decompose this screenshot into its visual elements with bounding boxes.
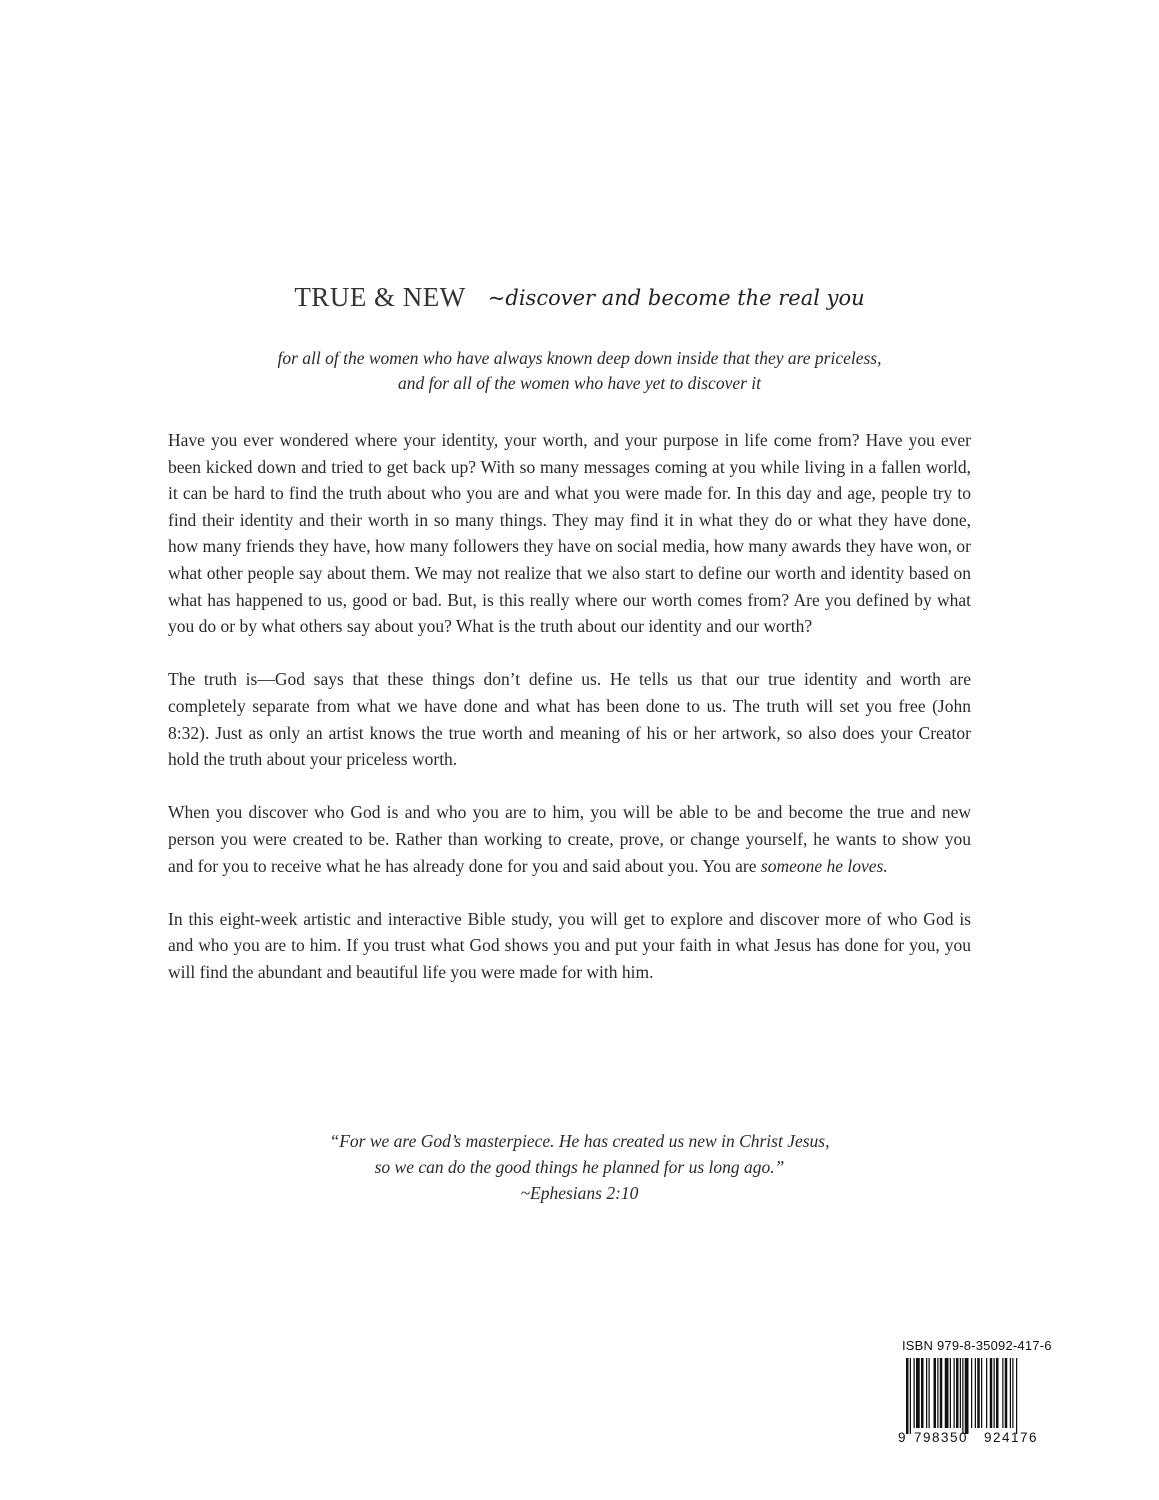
- quote-line-1: “For we are God’s masterpiece. He has created us new in Christ Jesus,: [329, 1131, 830, 1151]
- scripture-quote: [0, 1128, 1159, 1206]
- paragraph-3: [168, 799, 971, 879]
- book-title: TRUE & NEW: [294, 282, 466, 312]
- paragraph-3-text: When you discover who God is and who you are to him, you will be able to be and become the true and new person you were created to be. Rather than working to create, prove, or change yourself, he wants to show you and for you to receive what he has already done for you and said about you. You are: [168, 802, 971, 876]
- paragraph-4: In this eight-week artistic and interactive Bible study, you will get to explore and discover more of who God is and who you are to him. If you trust what God shows you and put your faith in what Jesus has done for you, you will find the abundant and beautiful life you were made for with him.: [168, 908, 971, 982]
- dedication-line-2: and for all of the women who have yet to discover it: [397, 373, 762, 393]
- paragraph-3-emphasis: someone he loves.: [760, 855, 888, 876]
- book-subtitle: ~discover and become the real you: [487, 285, 865, 310]
- quote-citation: ~Ephesians 2:10: [520, 1183, 639, 1203]
- title-row: [0, 282, 1159, 313]
- barcode-digit-first: 9: [898, 1430, 906, 1445]
- barcode-digits-right: 924176: [984, 1430, 1039, 1445]
- body-text: [168, 427, 971, 1012]
- paragraph-2: The truth is—God says that these things don’t define us. He tells us that our true identity and worth are completely separate from what we have done and what has been done to us. The truth will set you free (John 8:32). Just as only an artist knows the true worth and meaning of his or her artwork, so also does your Creator hold the truth about your priceless worth.: [168, 669, 971, 770]
- dedication-line-1: for all of the women who have always known deep down inside that they are priceless,: [277, 348, 882, 368]
- isbn-barcode: [898, 1338, 1066, 1458]
- quote-line-2: so we can do the good things he planned for us long ago.”: [374, 1157, 785, 1177]
- barcode-bars: [906, 1358, 1058, 1434]
- paragraph-1: Have you ever wondered where your identity, your worth, and your purpose in life come from? Have you ever been kicked down and tried to get back up? With so many messages coming at you while living in a fallen world, it can be hard to find the truth about who you are and what you were made for. In this day and age, people try to find their identity and their worth in so many things. They may find it in what they do or what they have done, how many friends they have, how many followers they have on social media, how many awards they have won, or what other people say about them. We may not realize that we also start to define our worth and identity based on what has happened to us, good or bad. But, is this really where our worth comes from? Are you defined by what you do or by what others say about you? What is the truth about our identity and our worth?: [168, 430, 971, 637]
- dedication: [0, 346, 1159, 396]
- isbn-label: ISBN 979-8-35092-417-6: [902, 1338, 1052, 1353]
- barcode-digits-left: 798350: [914, 1430, 969, 1445]
